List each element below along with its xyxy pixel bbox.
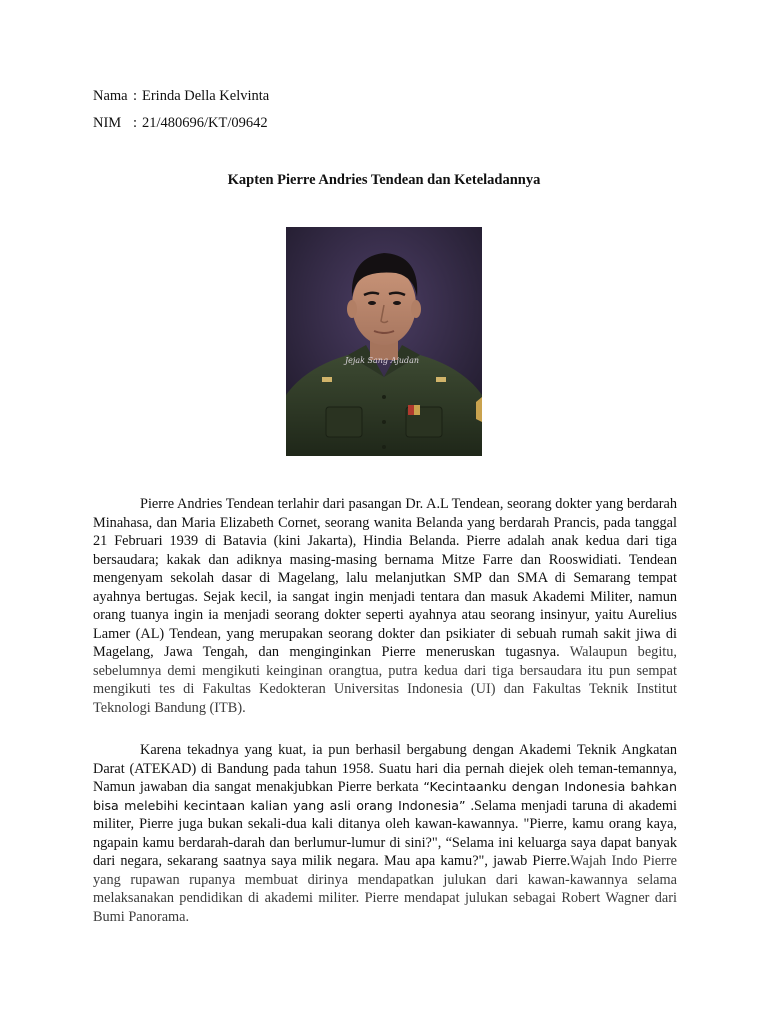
name-colon: : [133, 88, 138, 104]
name-value: Erinda Della Kelvinta [142, 88, 270, 104]
paragraph-1 [93, 495, 677, 717]
pierre-quote: “Kecintaanku dengan Indonesia bahkan bisa melebihi kecintaan kalian yang asli orang Indonesia” [93, 779, 678, 813]
nim-row [93, 115, 268, 132]
paragraph-1-text: Pierre Andries Tendean terlahir dari pasangan Dr. A.L Tendean, seorang dokter yang berdarah Minahasa, dan Maria Elizabeth Cornet, seorang wanita Belanda yang berdarah Prancis, pada tanggal 21 Februari 1939 di Batavia (kini Jakarta), Hindia Belanda. Pierre adalah anak kedua dari tiga bersaudara; kakak dan adiknya masing-masing bernama Mitze Farre dan Rooswidiati. Tendean mengenyam sekolah dasar di Magelang, lalu melanjutkan SMP dan SMA di Semarang tempat ayahnya bertugas. Sejak kecil, ia sangat ingin menjadi tentara dan masuk Akademi Militer, namun orang tuanya ingin ia menjadi seorang dokter seperti ayahnya atau seorang insinyur, yaitu Aurelius Lamer (AL) Tendean, yang merupakan seorang dokter dan psikiater di sebuah rumah sakit jiwa di Magelang, Jawa Tengah, dan menginginkan Pierre meneruskan tugasnya. [93, 496, 677, 660]
name-row [93, 88, 269, 105]
photo-watermark: Jejak Sang Ajudan [344, 356, 420, 365]
nim-colon: : [133, 115, 138, 131]
paragraph-2-text-closing: Wajah Indo Pierre yang rupawan rupanya membuat dirinya mendapatkan julukan dari kawan-kawannya selama melaksanakan pendidikan di akademi militer. Pierre mendapat julukan sebagai Robert Wagner dari Bumi Panorama. [93, 853, 678, 925]
nim-label: NIM [93, 115, 122, 131]
portrait-illustration [286, 227, 482, 456]
portrait-photo [286, 227, 482, 456]
paragraph-2-text-continued: .Selama menjadi taruna di akademi militer, Pierre juga bukan sekali-dua kali ditanya oleh kawan-kawannya. "Pierre, kamu orang kaya, ngapain kamu berdarah-darah dan berlumur-lumur di sini?", “Selama ini keluarga saya dapat banyak dari negara, sekarang saatnya saya milik negara. Mau apa kamu?", jawab Pierre. [93, 797, 677, 869]
document-title: Kapten Pierre Andries Tendean dan Keteladannya [227, 172, 541, 188]
nim-value: 21/480696/KT/09642 [142, 115, 268, 131]
paragraph-1-text-continued: Walaupun begitu, sebelumnya demi mengikuti keinginan orangtua, putra kedua dari tiga bersaudara itu pun sempat mengikuti tes di Fakultas Kedokteran Universitas Indonesia (UI) dan Fakultas Teknik Institut Teknologi Bandung (ITB). [93, 644, 677, 716]
paragraph-2-text: Karena tekadnya yang kuat, ia pun berhasil bergabung dengan Akademi Teknik Angkatan Darat (ATEKAD) di Bandung pada tahun 1958. Suatu hari dia pernah diejek oleh teman-temannya, Namun jawaban dia sangat menakjubkan Pierre berkata [93, 742, 677, 795]
paragraph-2 [93, 741, 677, 926]
name-label: Nama [93, 88, 128, 104]
